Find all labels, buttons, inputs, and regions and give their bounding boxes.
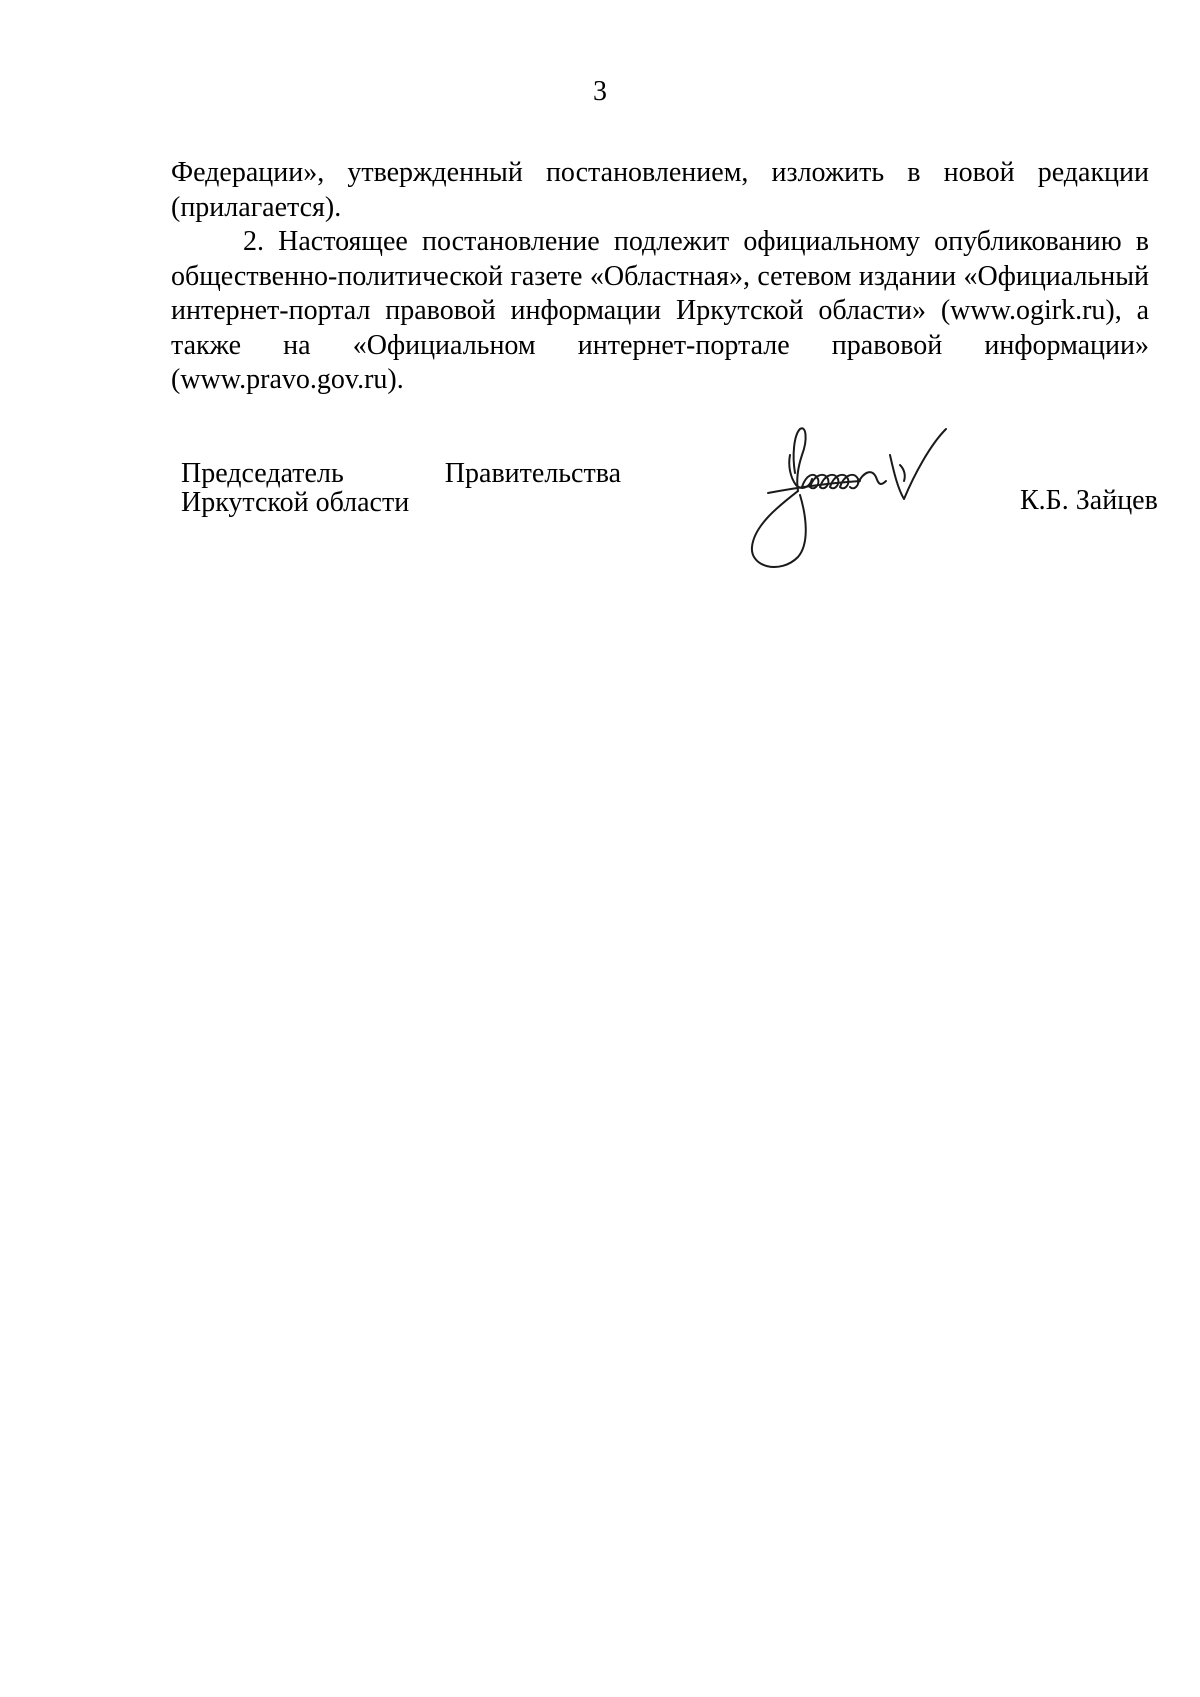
title-word-government: Правительства <box>444 458 621 489</box>
paragraph-continuation: Федерации», утвержденный постановлением, изложить в новой редакции (прилагается). <box>171 157 1149 223</box>
signatory-title-line1 <box>181 459 621 488</box>
signatory-title-line2: Иркутской области <box>181 487 410 518</box>
signatory-title <box>181 459 621 517</box>
page-number: 3 <box>593 76 607 107</box>
title-word-chairman: Председатель <box>181 458 344 489</box>
document-body <box>171 156 1149 398</box>
signatory-name: К.Б. Зайцев <box>1020 485 1158 516</box>
paragraph-publication: 2. Настоящее постановление подлежит официальному опубликованию в общественно-политической газете «Областная», сетевом издании «Официальный интернет-портал правовой информации Иркутской области» (www.ogirk.ru), а также на «Официальном интернет-портале правовой информации» (www.pravo.gov.ru). <box>171 226 1149 395</box>
handwritten-signature <box>740 425 1000 575</box>
